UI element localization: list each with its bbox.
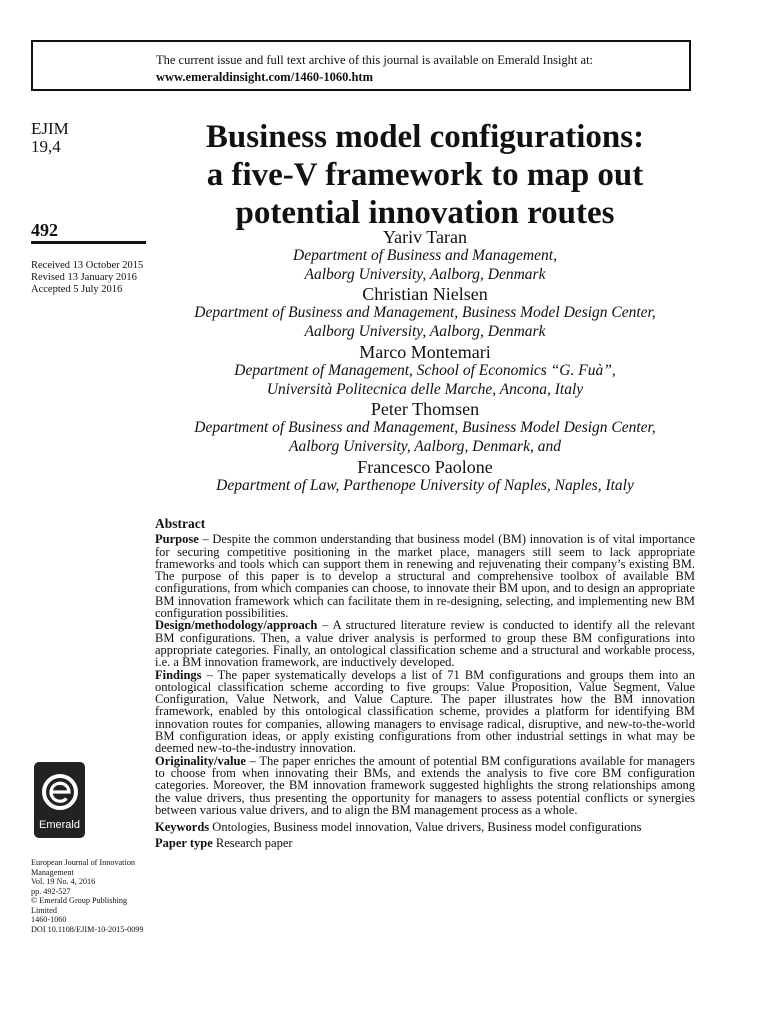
- journal-volume: 19,4: [31, 137, 61, 156]
- papertype-text: Research paper: [212, 836, 293, 851]
- title-line: Business model configurations:: [205, 119, 645, 155]
- keywords-text: Ontologies, Business model innovation, Value drivers, Business model configurations: [209, 820, 642, 835]
- journal-info: [31, 120, 69, 156]
- design-label: Design/methodology/approach: [155, 618, 318, 633]
- banner-url[interactable]: www.emeraldinsight.com/1460-1060.htm: [156, 70, 373, 84]
- publication-meta: [31, 858, 151, 934]
- title-line: a five-V framework to map out: [206, 157, 644, 193]
- meta-line: © Emerald Group Publishing Limited: [31, 896, 128, 915]
- abstract-paper-type: [155, 837, 695, 849]
- originality-text: – The paper enriches the amount of potential BM configurations available for managers to choose from when innovating their BMs, and extends the analysis to five core BM configuration categories. Moreover, the BM innovation framework suggested highlights the strong relationships among the value drivers, thus presenting the opportunity for managers to assess potential conflicts or synergies between various value drivers, and to align the BM management process as a whole.: [155, 753, 695, 817]
- abstract-originality: [155, 755, 695, 816]
- purpose-label: Purpose: [155, 532, 199, 547]
- journal-abbrev: EJIM: [31, 119, 69, 138]
- author-name: Peter Thomsen: [370, 399, 480, 420]
- purpose-text: – Despite the common understanding that business model (BM) innovation is of vital importance for securing competitive positioning in the market place, managers still seem to lack appropriate frameworks and tools which can support them in renewing and rejuvenating their company’s existing BM. The purpose of this paper is to develop a structural and comprehensive toolbox of available BM configurations, from which companies can choose, to innovate their BM upon, and to design an appropriate BM innovation framework which can facilitate them in re-designing, selecting, and implementing new BM configuration possibilities.: [155, 532, 695, 621]
- author-name: Yariv Taran: [382, 227, 468, 247]
- paper-title: [155, 118, 695, 232]
- author-affiliation: Università Politecnica delle Marche, Ancona, Italy: [266, 380, 584, 398]
- findings-label: Findings: [155, 667, 202, 682]
- author-affiliation: Aalborg University, Aalborg, Denmark: [304, 323, 546, 341]
- originality-label: Originality/value: [155, 753, 246, 768]
- emerald-logo: [34, 762, 85, 838]
- author-name: Marco Montemari: [359, 341, 491, 362]
- abstract-keywords: [155, 821, 695, 833]
- page-number: 492: [31, 220, 58, 240]
- author-name: Francesco Paolone: [357, 456, 493, 477]
- meta-line[interactable]: DOI 10.1108/EJIM-10-2015-0099: [31, 924, 144, 934]
- author-affiliation: Department of Management, School of Economics “G. Fuà”,: [234, 361, 616, 379]
- design-text: – A structured literature review is conducted to identify all the relevant BM configurations. Then, a value driver analysis is performed to group these BM configurations into appropriate categories. Finally, an ontological classification scheme and a structural and workable process, i.e. a BM innovation framework, are inductively developed.: [155, 618, 695, 670]
- author-affiliation: Department of Business and Management, Business Model Design Center,: [194, 419, 656, 437]
- abstract-section: [155, 518, 695, 850]
- abstract-heading: Abstract: [155, 516, 206, 531]
- meta-line: European Journal of Innovation: [31, 858, 135, 867]
- emerald-logo-icon: [40, 770, 80, 816]
- author-list: [155, 227, 695, 495]
- meta-line: pp. 492-527: [31, 886, 71, 896]
- date-received: Received 13 October 2015: [31, 260, 144, 271]
- meta-line: 1460-1060: [31, 915, 67, 924]
- keywords-label: Keywords: [155, 820, 210, 835]
- author-affiliation: Department of Business and Management,: [293, 247, 557, 264]
- meta-line: Management: [31, 867, 74, 877]
- author-affiliation: Aalborg University, Aalborg, Denmark: [304, 265, 546, 283]
- findings-text: – The paper systematically develops a list of 71 BM configurations and groups them into an ontological classification scheme according to five groups: Value Proposition, Value Segment, Value Configuration, Value Network, and Value Capture. The paper illustrates how the BM innovation framework, enabled by this ontological classification scheme, provides a platform for identifying BM innovation routes for companies, allowing managers to envisage radical, disruptive, and new-to-the-world BM configuration ideas, or apply existing configurations from other industrial settings in what may be deemed new-to-the-industry innovation.: [155, 667, 695, 756]
- papertype-label: Paper type: [155, 836, 213, 851]
- author-affiliation: Aalborg University, Aalborg, Denmark, and: [289, 437, 561, 455]
- submission-dates: [31, 260, 143, 296]
- abstract-design: [155, 619, 695, 668]
- meta-line: Vol. 19 No. 4, 2016: [31, 877, 96, 886]
- date-accepted: Accepted 5 July 2016: [31, 284, 123, 295]
- emerald-logo-text: Emerald: [39, 819, 80, 831]
- banner-text: The current issue and full text archive of this journal is available on Emerald Insight at:: [156, 53, 594, 67]
- access-banner: [31, 40, 691, 91]
- author-affiliation: Department of Law, Parthenope University of Naples, Naples, Italy: [216, 476, 634, 494]
- author-name: Christian Nielsen: [362, 284, 488, 305]
- abstract-findings: [155, 669, 695, 755]
- page-number-rule: [31, 241, 146, 244]
- date-revised: Revised 13 January 2016: [31, 272, 137, 283]
- abstract-purpose: [155, 533, 695, 619]
- author-affiliation: Department of Business and Management, Business Model Design Center,: [194, 304, 656, 322]
- title-line: potential innovation routes: [235, 195, 615, 231]
